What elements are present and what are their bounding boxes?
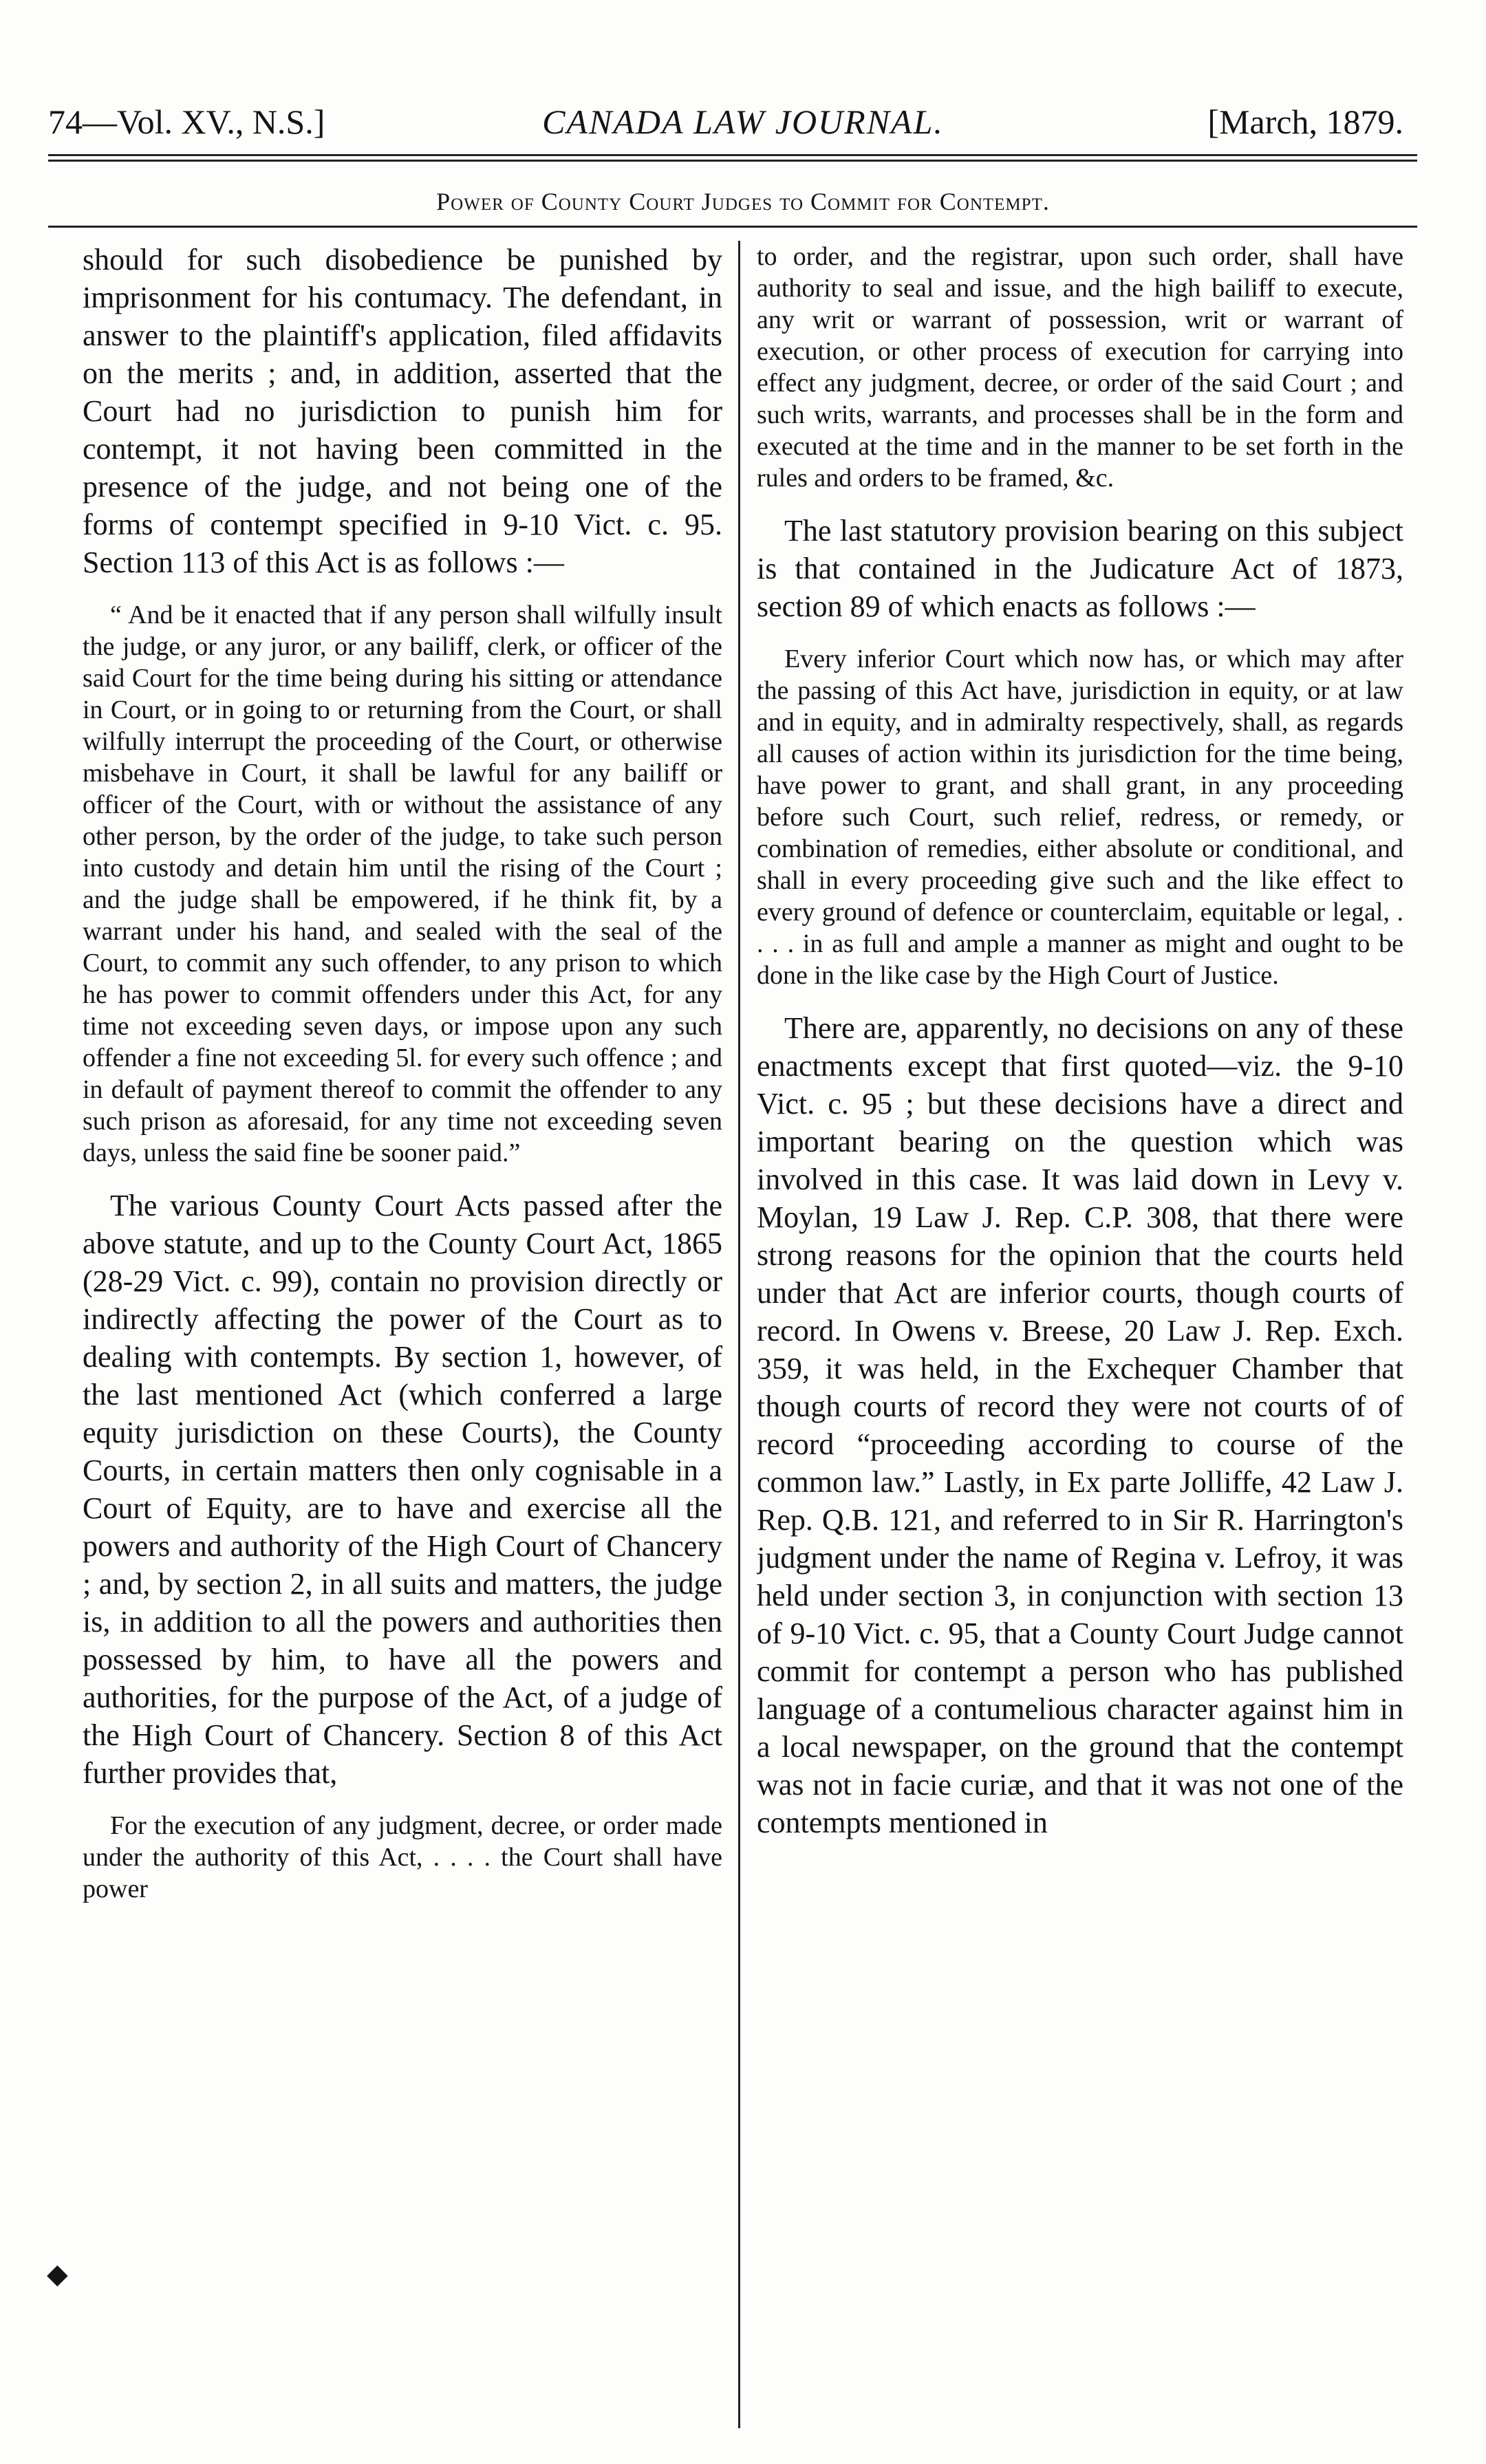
right-column <box>757 241 1403 2442</box>
paragraph: The last statutory provision bearing on this subject is that contained in the Judicature Act of 1873, section 89 of which enacts as follows :— <box>757 514 1403 623</box>
margin-mark-icon: ◆ <box>47 2258 68 2289</box>
statute-quote: Every inferior Court which now has, or which may after the passing of this Act have, jurisdiction in equity, or at law and in equity, and in admiralty respectively, shall, as regards all causes of action within its jurisdiction for the time being, have power to grant, and shall grant, in any proceeding before such Court, such relief, redress, or remedy, or combination of remedies, either absolute or conditional, and shall in every proceeding give such and the like effect to every ground of defence or counterclaim, equitable or legal, . . . . in as full and ample a manner as might and ought to be done in the like case by the High Court of Justice. <box>757 645 1403 990</box>
left-column <box>83 241 722 2442</box>
statute-quote: “ And be it enacted that if any person shall wilfully insult the judge, or any juror, or any bailiff, clerk, or officer of the said Court for the time being during his sitting or attendance in Court, or in going to or returning from the Court, or shall wilfully interrupt the proceeding of the Court, or otherwise misbehave in Court, it shall be lawful for any bailiff or officer of the Court, with or without the assistance of any other person, by the order of the judge, to take such person into custody and detain him until the rising of the Court ; and the judge shall be empowered, if he think fit, by a warrant under his hand, and sealed with the seal of the Court, to commit any such offender, to any prison to which he has power to commit offenders under this Act, for any time not exceeding seven days, or impose upon any such offender a fine not exceeding 5l. for every such offence ; and in default of payment thereof to commit the offender to any such prison as aforesaid, for any time not exceeding seven days, unless the said fine be sooner paid.” <box>83 601 722 1167</box>
issue-date: [March, 1879. <box>1207 102 1403 141</box>
column-divider <box>738 241 740 2428</box>
journal-title: CANADA LAW JOURNAL. <box>542 102 944 141</box>
header-rule-bottom <box>48 160 1417 162</box>
page-number-header: 74—Vol. XV., N.S.] <box>48 102 325 141</box>
statute-quote: For the execution of any judgment, decree, or order made under the authority of this Act, . . . . the Court shall have power <box>83 1811 722 1903</box>
paragraph: There are, apparently, no decisions on any of these enactments except that first quoted—viz. the 9-10 Vict. c. 95 ; but these decisions have a direct and important bearing on the question which was involved in this case. It was laid down in Levy v. Moylan, 19 Law J. Rep. C.P. 308, that there were strong reasons for the opinion that the courts held under that Act are inferior courts, though courts of record. In Owens v. Breese, 20 Law J. Rep. Exch. 359, it was held, in the Exchequer Chamber that though courts of record they were not courts of of record “proceeding according to course of the common law.” Lastly, in Ex parte Jolliffe, 42 Law J. Rep. Q.B. 121, and referred to in Sir R. Harrington's judgment under the name of Regina v. Lefroy, it was held under section 3, in conjunction with section 13 of 9-10 Vict. c. 95, that a County Court Judge cannot commit for contempt a person who has published language of a contumelious character against him in a local newspaper, on the ground that the contempt was not in facie curiæ, and that it was not one of the contempts mentioned in <box>757 1011 1403 1839</box>
paragraph: The various County Court Acts passed after the above statute, and up to the County Court Act, 1865 (28-29 Vict. c. 99), contain no provision directly or indirectly affecting the power of the Court as to dealing with contempts. By section 1, however, of the last mentioned Act (which conferred a large equity jurisdiction on these Courts), the County Courts, in certain matters then only cognisable in a Court of Equity, are to have and exercise all the powers and authority of the High Court of Chancery ; and, by section 2, in all suits and matters, the judge is, in addition to all the powers and authorities then possessed by him, to have all the powers and authorities, for the purpose of the Act, of a judge of the High Court of Chancery. Section 8 of this Act further provides that, <box>83 1189 722 1790</box>
paragraph: should for such disobedience be punished by imprisonment for his contumacy. The defendant, in answer to the plaintiff's application, filed affidavits on the merits ; and, in addition, asserted that the Court had no jurisdiction to punish him for contempt, it not having been committed in the presence of the judge, and not being one of the forms of contempt specified in 9-10 Vict. c. 95. Section 113 of this Act is as follows :— <box>83 243 722 579</box>
subtitle-rule <box>48 226 1417 228</box>
statute-quote-continued: to order, and the registrar, upon such order, shall have authority to seal and issue, and the high bailiff to execute, any writ or warrant of possession, writ or warrant of execution, or other process of execution for carrying into effect any judgment, decree, or order of the said Court ; and such writs, warrants, and processes shall be in the form and executed at the time and in the manner to be set forth in the rules and orders to be framed, &c. <box>757 242 1403 493</box>
article-title: Power of County Court Judges to Commit for Contempt. <box>436 188 1050 215</box>
header-rule-top <box>48 154 1417 156</box>
